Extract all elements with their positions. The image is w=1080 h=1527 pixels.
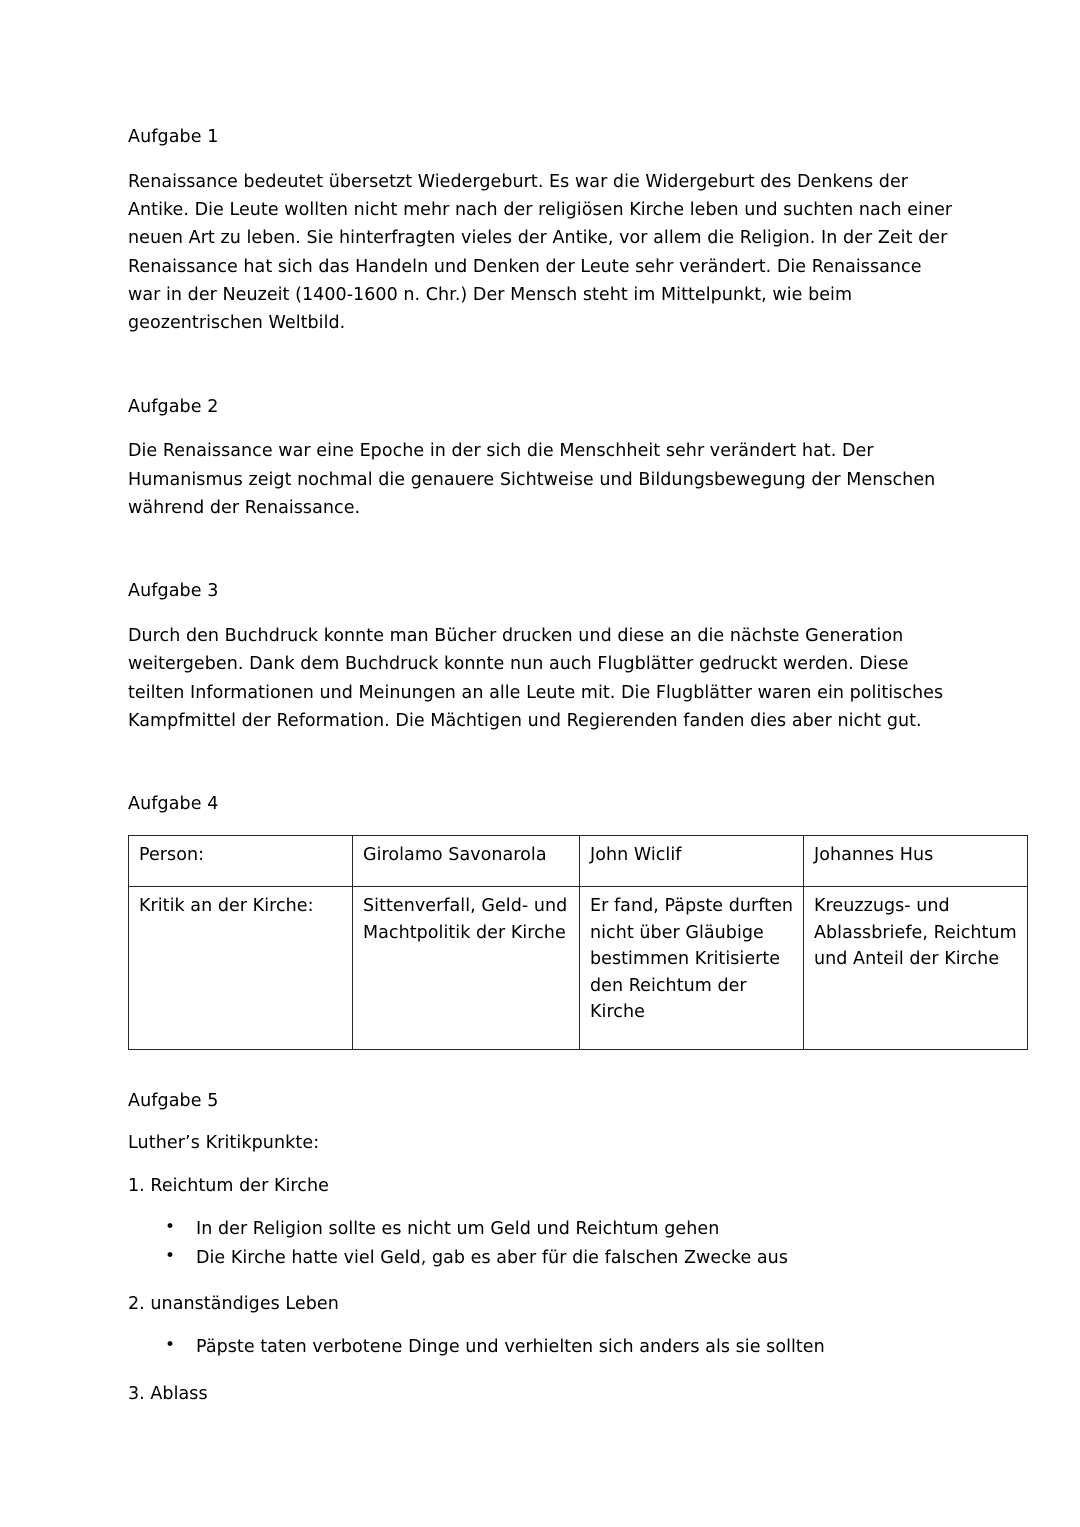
list-item: [128, 1333, 958, 1361]
table-row: [129, 886, 1028, 1049]
paragraph-aufgabe-1: Renaissance bedeutet übersetzt Wiedergeburt. Es war die Widergeburt des Denkens der Antike. Die Leute wollten nicht mehr nach der religiösen Kirche leben und suchten nach einer neuen Art zu leben. Sie hinterfragten vieles der Antike, vor allem die Religion. In der Zeit der Renaissance hat sich das Handeln und Denken der Leute sehr verändert. Die Renaissance war in der Neuzeit (1400-1600 n. Chr.) Der Mensch steht im Mittelpunkt, wie beim geozentrischen Weltbild.: [128, 171, 953, 334]
bullet-list-2: [128, 1333, 958, 1361]
section-spacer: [128, 522, 958, 580]
table-cell-kritik-2: Er fand, Päpste durften nicht über Gläubige bestimmen Kritisierte den Reichtum der Kirche: [580, 886, 804, 1049]
list-spacer: [128, 1362, 958, 1381]
heading-aufgabe-3: Aufgabe 3: [128, 581, 219, 602]
luther-criticism-intro: Luther’s Kritikpunkte:: [128, 1132, 320, 1153]
bullet-icon: •: [165, 1217, 176, 1238]
numbered-item-1: 1. Reichtum der Kirche: [128, 1176, 329, 1197]
heading-aufgabe-5: Aufgabe 5: [128, 1090, 219, 1111]
list-item-label: Die Kirche hatte viel Geld, gab es aber für die falschen Zwecke aus: [196, 1247, 788, 1268]
heading-aufgabe-2: Aufgabe 2: [128, 396, 219, 417]
bullet-list-1: [128, 1215, 958, 1272]
heading-aufgabe-4: Aufgabe 4: [128, 794, 219, 815]
list-item: [128, 1244, 958, 1272]
table-cell-person-3: Johannes Hus: [804, 835, 1028, 886]
list-spacer: [128, 1272, 958, 1291]
bullet-icon: •: [165, 1245, 176, 1266]
list-item-label: Päpste taten verbotene Dinge und verhielten sich anders als sie sollten: [196, 1337, 825, 1358]
table-cell-person-1: Girolamo Savonarola: [353, 835, 580, 886]
numbered-item-2: 2. unanständiges Leben: [128, 1294, 339, 1315]
section-spacer: [128, 735, 958, 793]
table-cell-kritik-label: Kritik an der Kirche:: [129, 886, 353, 1049]
section-aufgabe-1: [128, 126, 958, 338]
table-cell-kritik-1: Sittenverfall, Geld- und Machtpolitik der Kirche: [353, 886, 580, 1049]
table-cell-person-label: Person:: [129, 835, 353, 886]
section-spacer: [128, 338, 958, 396]
section-aufgabe-5: [128, 1090, 958, 1407]
list-item-label: In der Religion sollte es nicht um Geld und Reichtum gehen: [196, 1219, 720, 1240]
table-cell-kritik-3: Kreuzzugs- und Ablassbriefe, Reichtum und Anteil der Kirche: [804, 886, 1028, 1049]
paragraph-aufgabe-2: Die Renaissance war eine Epoche in der sich die Menschheit sehr verändert hat. Der Humanismus zeigt nochmal die genauere Sichtweise und Bildungsbewegung der Menschen während der Renaissance.: [128, 441, 936, 518]
table-row: [129, 835, 1028, 886]
section-aufgabe-3: [128, 580, 958, 735]
table-cell-person-2: John Wiclif: [580, 835, 804, 886]
document-content: [128, 126, 1017, 1407]
paragraph-aufgabe-3: Durch den Buchdruck konnte man Bücher drucken und diese an die nächste Generation weitergeben. Dank dem Buchdruck konnte nun auch Flugblätter gedruckt werden. Diese teilten Informationen und Meinungen an alle Leute mit. Die Flugblätter waren ein politisches Kampfmittel der Reformation. Die Mächtigen und Regierenden fanden dies aber nicht gut.: [128, 625, 944, 731]
list-item: [128, 1215, 958, 1243]
numbered-item-3: 3. Ablass: [128, 1383, 208, 1404]
bullet-icon: •: [165, 1335, 176, 1356]
section-aufgabe-4: [128, 793, 1017, 1050]
heading-aufgabe-1: Aufgabe 1: [128, 127, 219, 147]
section-aufgabe-2: [128, 396, 958, 523]
section-spacer: [128, 1050, 958, 1090]
criticism-table: [128, 835, 1028, 1050]
